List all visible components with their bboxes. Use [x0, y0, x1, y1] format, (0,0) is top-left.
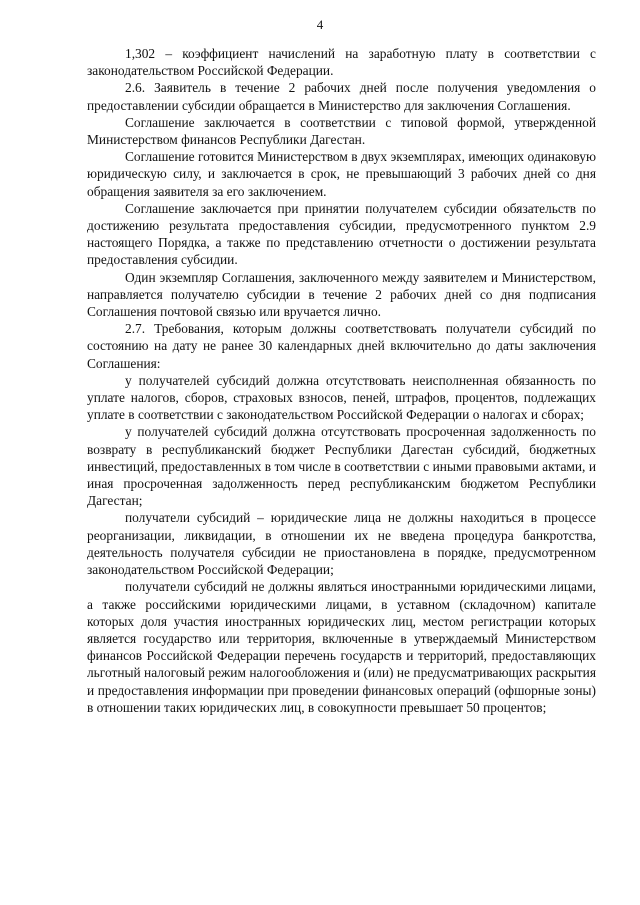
page-number: 4 [316, 17, 324, 32]
paragraph-typical-form: Соглашение заключается в соответствии с типовой формой, утвержденной Министерством финансов Республики Дагестан. [87, 114, 596, 148]
paragraph-two-copies: Соглашение готовится Министерством в двух экземплярах, имеющих одинаковую юридическую силу, и заключается в срок, не превышающий 3 рабочих дней со дня обращения заявителя за его заключением. [87, 149, 596, 199]
paragraph-2-6: 2.6. Заявитель в течение 2 рабочих дней после получения уведомления о предоставлении субсидии обращается в Министерство для заключения Соглашения. [87, 80, 596, 113]
document-body [87, 45, 596, 716]
paragraph-coefficient: 1,302 – коэффициент начислений на заработную плату в соответствии с законодательством Российской Федерации. [87, 46, 596, 79]
paragraph-requirement-debt: у получателей субсидий должна отсутствовать просроченная задолженность по возврату в республиканский бюджет Республики Дагестан субсидий, бюджетных инвестиций, предоставленных в том числе в соответствии с иными правовыми актами, и иная просроченная задолженность перед республиканским бюджетом Республики Дагестан; [87, 424, 596, 509]
paragraph-requirement-reorganization: получатели субсидий – юридические лица не должны находиться в процессе реорганизации, ликвидации, в отношении их не введена процедура банкротства, деятельность получателя субсидии не приостановлена в порядке, предусмотренном законодательством Российской Федерации; [87, 510, 596, 578]
paragraph-requirement-foreign: получатели субсидий не должны являться иностранными юридическими лицами, а также российскими юридическими лицами, в уставном (складочном) капитале которых доля участия иностранных юридических лиц, местом регистрации которых является государство или территория, включенные в утверждаемый Министерством финансов Российской Федерации перечень государств и территорий, предоставляющих льготный налоговый режим налогообложения и (или) не предусматривающих раскрытия и предоставления информации при проведении финансовых операций (офшорные зоны) в отношении таких юридических лиц, в совокупности превышает 50 процентов; [87, 579, 596, 715]
paragraph-requirement-taxes: у получателей субсидий должна отсутствовать неисполненная обязанность по уплате налогов, сборов, страховых взносов, пеней, штрафов, процентов, подлежащих уплате в соответствии с законодательством Российской Федерации о налогах и сборах; [87, 372, 596, 423]
paragraph-one-copy: Один экземпляр Соглашения, заключенного между заявителем и Министерством, направляется получателю субсидии в течение 2 рабочих дней со дня подписания Соглашения почтовой связью или вручается лично. [87, 269, 596, 320]
paragraph-2-7: 2.7. Требования, которым должны соответствовать получатели субсидий по состоянию на дату не ранее 30 календарных дней включительно до даты заключения Соглашения: [87, 321, 596, 371]
paragraph-obligations: Соглашение заключается при принятии получателем субсидии обязательств по достижению результата предоставления субсидии, предусмотренного пунктом 2.9 настоящего Порядка, а также по представлению отчетности о достижении результата предоставления субсидии. [87, 200, 596, 268]
